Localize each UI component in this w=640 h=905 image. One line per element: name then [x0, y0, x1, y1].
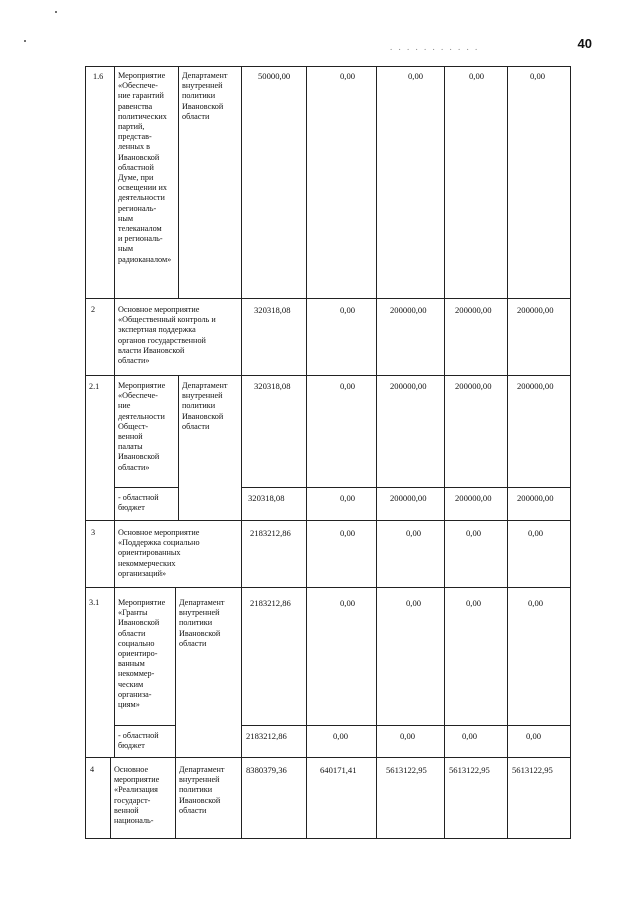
- row-1-6-year3: 0,00: [469, 71, 485, 81]
- row-2-1-budget-year2: 200000,00: [390, 493, 427, 503]
- row-4-executor: Департамент внутренней политики Ивановской области: [179, 765, 225, 815]
- row-4-total: 8380379,36: [246, 765, 287, 775]
- row-3-1-executor: Департамент внутренней политики Ивановской области: [179, 598, 225, 648]
- row-2-1-budget-year3: 200000,00: [455, 493, 492, 503]
- row-1-6-year4: 0,00: [530, 71, 546, 81]
- row-3-1-year3: 0,00: [466, 598, 482, 608]
- row-3-1-budget-year1: 0,00: [333, 731, 349, 741]
- row-2-1-total-cell: [241, 375, 307, 488]
- page-number: 40: [577, 36, 592, 51]
- row-2-1-name: Мероприятие «Обеспече- ние деятельности Общест- венной палаты Ивановской области»: [118, 381, 166, 472]
- row-2-year4: 200000,00: [517, 305, 554, 315]
- row-3-name: Основное мероприятие «Поддержка социально ориентированных некоммерческих организаций»: [118, 528, 200, 578]
- row-3-1-no-cell: [85, 587, 115, 758]
- row-3-1-budget-year4: 0,00: [526, 731, 542, 741]
- row-1-6-number: 1.6: [93, 72, 104, 81]
- row-3-1-budget-total: 2183212,86: [246, 731, 287, 741]
- row-2-1-budget-total: 320318,08: [248, 493, 285, 503]
- row-3-1-budget-y4-cell: [507, 725, 571, 758]
- row-3-no-cell: [85, 520, 115, 588]
- row-3-1-year4: 0,00: [528, 598, 544, 608]
- header-dots: . . . . . . . . . . .: [390, 42, 480, 52]
- row-1-6-name: Мероприятие «Обеспече- ние гарантий равенства политических партий, представ- ленных в Ивановской областной Думе, при освещении их деятельности региональ- ным телеканалом и региональ- ным радиоканалом»: [118, 71, 172, 264]
- row-4-year4: 5613122,95: [512, 765, 553, 775]
- row-4-year1: 640171,41: [320, 765, 357, 775]
- row-3-1-budget-year3: 0,00: [462, 731, 478, 741]
- row-1-6-year2: 0,00: [408, 71, 424, 81]
- row-4-number: 4: [90, 765, 95, 774]
- row-2-1-budget-year4: 200000,00: [517, 493, 554, 503]
- row-2-1-y3-cell: [444, 375, 508, 488]
- row-3-1-budget-total-cell: [241, 725, 307, 758]
- row-3-1-number: 3.1: [89, 598, 100, 607]
- row-3-1-budget-y1-cell: [306, 725, 377, 758]
- row-2-1-y2-cell: [376, 375, 445, 488]
- row-2-number: 2: [91, 305, 96, 314]
- row-2-1-budget-label: - областной бюджет: [118, 493, 159, 513]
- row-4-name: Основное мероприятие «Реализация государст- венной националь-: [114, 765, 160, 826]
- row-2-1-number: 2.1: [89, 382, 100, 391]
- row-1-6-no-cell: [85, 66, 115, 299]
- row-4-no-cell: [85, 757, 111, 839]
- row-3-1-name: Мероприятие «Гранты Ивановской области социально ориентиро- ванным некоммер- ческим организа- циям»: [118, 598, 166, 710]
- row-2-total: 320318,08: [254, 305, 291, 315]
- row-2-year2: 200000,00: [390, 305, 427, 315]
- row-1-6-executor: Департамент внутренней политики Ивановской области: [182, 71, 228, 121]
- row-3-1-year2: 0,00: [406, 598, 422, 608]
- row-3-number: 3: [91, 528, 96, 537]
- row-4-year2: 5613122,95: [386, 765, 427, 775]
- row-2-1-total: 320318,08: [254, 381, 291, 391]
- row-2-1-executor: Департамент внутренней политики Ивановской области: [182, 381, 228, 431]
- row-1-6-y1-cell: [306, 66, 377, 299]
- row-1-6-year1: 0,00: [340, 71, 356, 81]
- row-1-6-y4-cell: [507, 66, 571, 299]
- row-3-1-budget-y3-cell: [444, 725, 508, 758]
- row-4-year3: 5613122,95: [449, 765, 490, 775]
- row-1-6-y2-cell: [376, 66, 445, 299]
- row-2-1-year3: 200000,00: [455, 381, 492, 391]
- row-3-year1: 0,00: [340, 528, 356, 538]
- row-3-1-total: 2183212,86: [250, 598, 291, 608]
- row-1-6-total: 50000,00: [258, 71, 291, 81]
- row-3-total: 2183212,86: [250, 528, 291, 538]
- row-2-1-y4-cell: [507, 375, 571, 488]
- row-3-year4: 0,00: [528, 528, 544, 538]
- row-2-1-year4: 200000,00: [517, 381, 554, 391]
- row-1-6-total-cell: [241, 66, 307, 299]
- row-2-name: Основное мероприятие «Общественный контроль и экспертная поддержка органов государственной власти Ивановской области»: [118, 305, 216, 366]
- row-3-year3: 0,00: [466, 528, 482, 538]
- row-3-year2: 0,00: [406, 528, 422, 538]
- row-2-year3: 200000,00: [455, 305, 492, 315]
- row-3-1-budget-year2: 0,00: [400, 731, 416, 741]
- row-2-1-year2: 200000,00: [390, 381, 427, 391]
- row-2-1-y1-cell: [306, 375, 377, 488]
- row-1-6-y3-cell: [444, 66, 508, 299]
- row-2-year1: 0,00: [340, 305, 356, 315]
- row-3-1-budget-label: - областной бюджет: [118, 731, 159, 751]
- row-2-1-year1: 0,00: [340, 381, 356, 391]
- row-3-1-year1: 0,00: [340, 598, 356, 608]
- row-2-no-cell: [85, 298, 115, 376]
- row-2-1-budget-year1: 0,00: [340, 493, 356, 503]
- row-2-1-no-cell: [85, 375, 115, 521]
- row-3-1-budget-y2-cell: [376, 725, 445, 758]
